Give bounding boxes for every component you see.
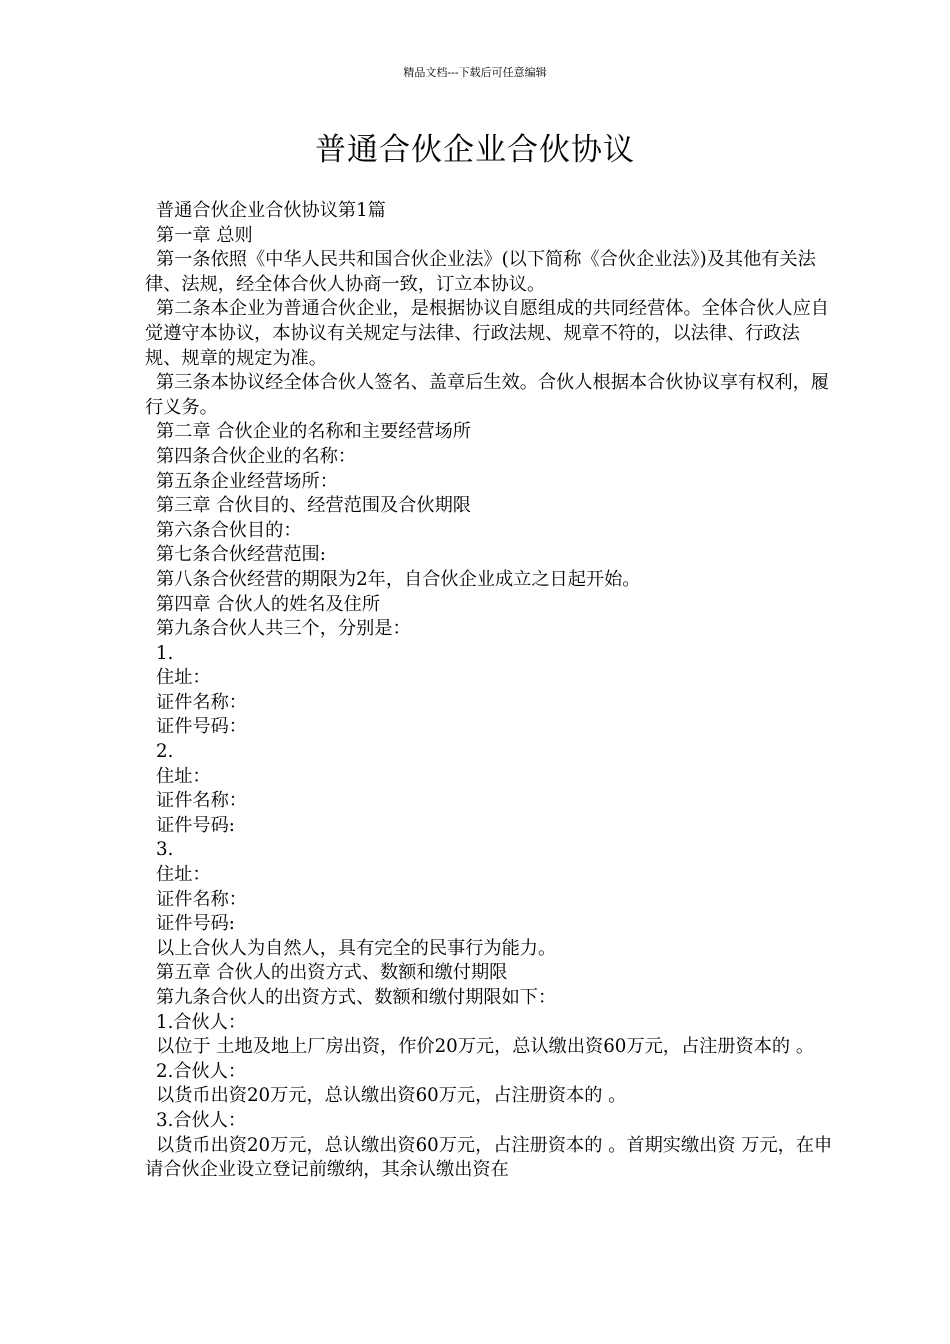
body-paragraph: 第九条合伙人的出资方式、数额和缴付期限如下： (156, 987, 557, 1008)
body-paragraph: 以货币出资20万元，总认缴出资60万元，占注册资本的 。首期实缴出资 万元，在申请合伙企业设立登记前缴纳，其余认缴出资在 (145, 1134, 833, 1181)
body-paragraph: 住址： (156, 864, 211, 886)
document-body (145, 199, 835, 1183)
body-paragraph: 第一条依照《中华人民共和国合伙企业法》(以下简称《合伙企业法》)及其他有关法律、法规，经全体合伙人协商一致，订立本协议。 (145, 249, 816, 295)
body-paragraph: 1.合伙人： (156, 1011, 247, 1033)
body-paragraph: 普通合伙企业合伙协议第1篇 (156, 200, 386, 221)
body-paragraph: 证件名称： (156, 691, 247, 713)
body-paragraph: 第五条企业经营场所： (156, 470, 338, 492)
body-paragraph: 3.合伙人： (156, 1109, 247, 1131)
body-paragraph: 证件号码: (156, 913, 235, 935)
body-paragraph: 第二条本企业为普通合伙企业，是根据协议自愿组成的共同经营体。全体合伙人应自觉遵守本协议，本协议有关规定与法律、行政法规、规章不符的，以法律、行政法规、规章的规定为准。 (145, 298, 829, 369)
body-paragraph: 3. (156, 839, 174, 861)
body-paragraph: 第四章 合伙人的姓名及住所 (156, 593, 381, 615)
body-paragraph: 2. (156, 741, 174, 763)
body-paragraph: 以位于 土地及地上厂房出资，作价20万元，总认缴出资60万元，占注册资本的 。 (156, 1036, 815, 1058)
body-paragraph: 第六条合伙目的： (156, 519, 302, 541)
body-paragraph: 1. (156, 642, 174, 664)
body-paragraph: 证件号码： (156, 716, 247, 738)
header-note: 精品文档---下载后可任意编辑 (403, 66, 547, 79)
body-paragraph: 第四条合伙企业的名称： (156, 445, 357, 467)
body-paragraph: 第三条本协议经全体合伙人签名、盖章后生效。合伙人根据本合伙协议享有权利，履行义务。 (145, 372, 829, 418)
document-title: 普通合伙企业合伙协议 (315, 132, 635, 168)
body-paragraph: 以货币出资20万元，总认缴出资60万元，占注册资本的 。 (156, 1085, 627, 1107)
body-paragraph: 第八条合伙经营的期限为2年，自合伙企业成立之日起开始。 (156, 568, 641, 590)
body-paragraph: 住址： (156, 765, 211, 787)
body-paragraph: 第一章 总则 (156, 224, 253, 246)
body-paragraph: 证件名称： (156, 888, 247, 910)
body-paragraph: 证件名称： (156, 790, 247, 812)
body-paragraph: 第二章 合伙企业的名称和主要经营场所 (156, 421, 471, 443)
body-paragraph: 第九条合伙人共三个，分别是： (156, 618, 411, 640)
body-paragraph: 证件号码: (156, 814, 235, 836)
body-paragraph: 第三章 合伙目的、经营范围及合伙期限 (156, 495, 471, 517)
body-paragraph: 以上合伙人为自然人，具有完全的民事行为能力。 (156, 937, 557, 959)
body-paragraph: 第五章 合伙人的出资方式、数额和缴付期限 (156, 962, 508, 984)
body-paragraph: 第七条合伙经营范围: (156, 544, 326, 566)
body-paragraph: 2.合伙人： (156, 1060, 247, 1082)
body-paragraph: 住址： (156, 667, 211, 689)
